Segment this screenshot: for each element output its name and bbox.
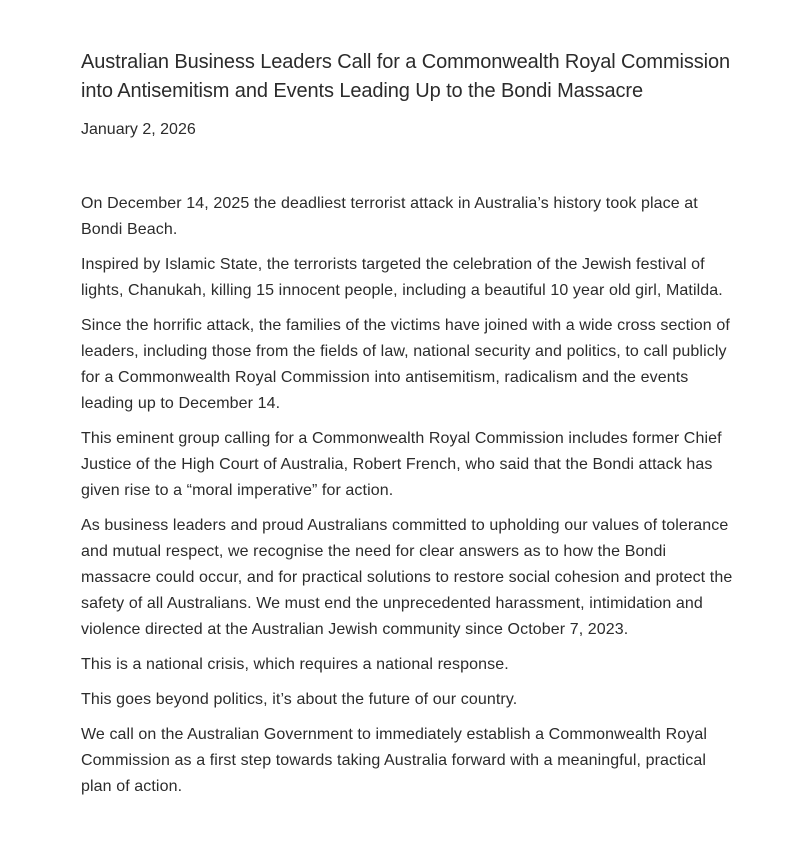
paragraph: We call on the Australian Government to immediately establish a Commonwealth Royal Commission as a first step towards taking Australia forward with a meaningful, practical plan of action.	[81, 726, 707, 795]
paragraph: Since the horrific attack, the families of the victims have joined with a wide cross section of leaders, including those from the fields of law, national security and politics, to call publicly for a Commonwealth Royal Commission into antisemitism, radicalism and the events leading up to December 14.	[81, 317, 730, 412]
paragraph: Inspired by Islamic State, the terrorists targeted the celebration of the Jewish festival of lights, Chanukah, killing 15 innocent people, including a beautiful 10 year old girl, Matilda.	[81, 256, 723, 299]
page-title: Australian Business Leaders Call for a Commonwealth Royal Commission into Antisemitism and Events Leading Up to the Bondi Massacre	[81, 51, 731, 102]
statement-article	[81, 48, 736, 800]
paragraph: On December 14, 2025 the deadliest terrorist attack in Australia’s history took place at Bondi Beach.	[81, 195, 698, 238]
paragraph: This is a national crisis, which requires a national response.	[81, 656, 509, 673]
paragraph: This goes beyond politics, it’s about the future of our country.	[81, 691, 518, 708]
article-body	[81, 191, 736, 800]
publication-date: January 2, 2026	[81, 121, 196, 138]
paragraph: As business leaders and proud Australians committed to upholding our values of tolerance and mutual respect, we recognise the need for clear answers as to how the Bondi massacre could occur, and for practical solutions to restore social cohesion and protect the safety of all Australians. We must end the unprecedented harassment, intimidation and violence directed at the Australian Jewish community since October 7, 2023.	[81, 517, 733, 638]
paragraph: This eminent group calling for a Commonwealth Royal Commission includes former Chief Justice of the High Court of Australia, Robert French, who said that the Bondi attack has given rise to a “moral imperative” for action.	[81, 430, 722, 499]
